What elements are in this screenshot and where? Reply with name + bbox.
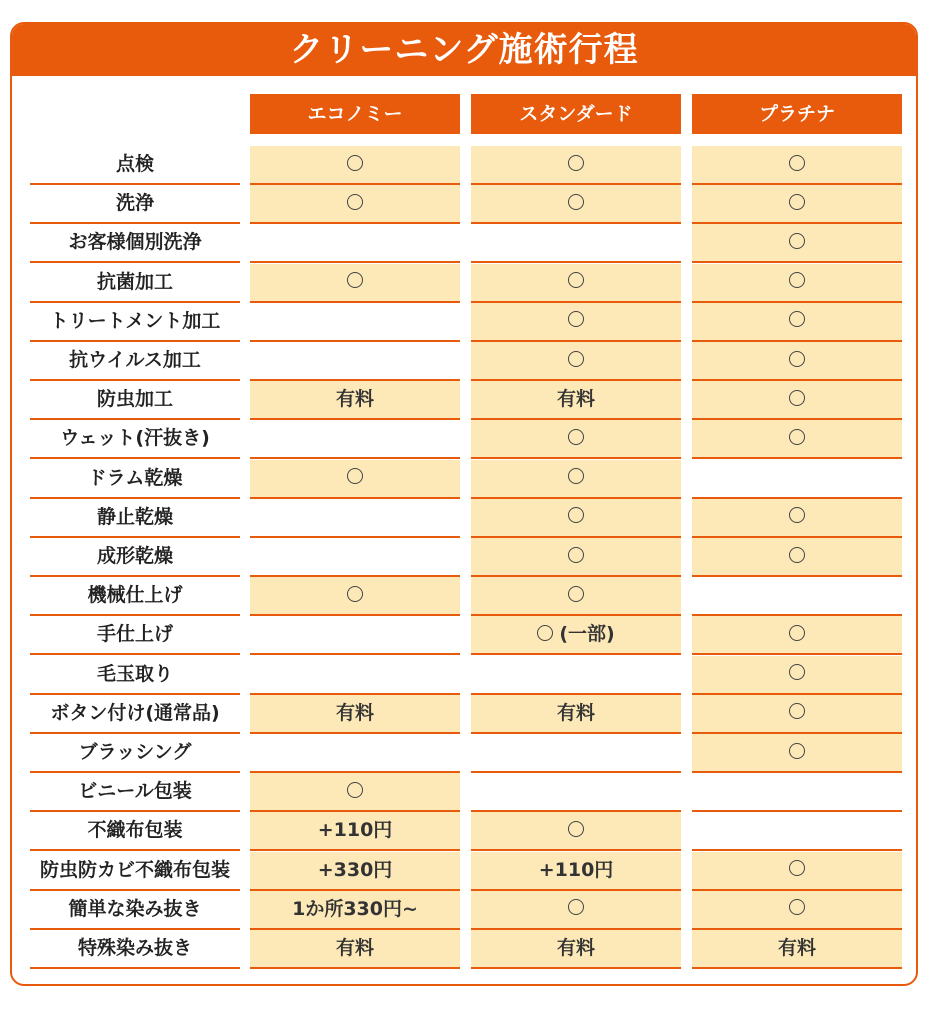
cell-standard — [471, 264, 681, 303]
table-row — [12, 656, 916, 695]
circle-mark-icon — [347, 586, 363, 602]
circle-mark-icon — [568, 586, 584, 602]
cell-economy — [250, 695, 460, 734]
cell-platinum — [692, 342, 902, 381]
row-label: 不織布包装 — [30, 812, 240, 851]
cell-platinum — [692, 460, 902, 499]
page-title: クリーニング施術行程 — [12, 24, 916, 76]
cell-platinum — [692, 264, 902, 303]
cell-platinum — [692, 185, 902, 224]
circle-mark-icon — [568, 155, 584, 171]
circle-mark-icon — [789, 233, 805, 249]
table-row — [12, 616, 916, 655]
cell-standard — [471, 812, 681, 851]
cell-text: 有料 — [777, 937, 816, 959]
cell-platinum — [692, 499, 902, 538]
table-row — [12, 342, 916, 381]
row-label: 機械仕上げ — [30, 577, 240, 616]
cell-standard — [471, 616, 681, 655]
cell-standard — [471, 930, 681, 969]
table-row — [12, 303, 916, 342]
row-label: 点検 — [30, 146, 240, 185]
cell-economy — [250, 538, 460, 577]
cell-economy — [250, 146, 460, 185]
circle-mark-icon — [789, 899, 805, 915]
cell-platinum — [692, 852, 902, 891]
cell-standard — [471, 538, 681, 577]
table-row — [12, 146, 916, 185]
row-label: 防虫防カビ不織布包装 — [30, 852, 240, 891]
circle-mark-icon — [568, 468, 584, 484]
circle-mark-icon — [568, 821, 584, 837]
table-row — [12, 499, 916, 538]
cell-economy — [250, 185, 460, 224]
cell-standard — [471, 146, 681, 185]
circle-mark-icon — [568, 351, 584, 367]
cell-platinum — [692, 577, 902, 616]
cell-economy — [250, 224, 460, 263]
cell-text: (一部) — [559, 623, 615, 646]
cell-economy — [250, 577, 460, 616]
cell-economy — [250, 812, 460, 851]
table-row — [12, 930, 916, 969]
circle-mark-icon — [789, 860, 805, 876]
circle-mark-icon — [789, 351, 805, 367]
plan-header-economy: エコノミー — [250, 94, 460, 134]
table-row — [12, 420, 916, 459]
cell-text: +330円 — [317, 858, 393, 881]
cell-text: 1か所330円~ — [292, 897, 418, 920]
row-label: ブラッシング — [30, 734, 240, 773]
row-label: 特殊染み抜き — [30, 930, 240, 969]
row-label: お客様個別洗浄 — [30, 224, 240, 263]
cell-platinum — [692, 656, 902, 695]
table-row — [12, 185, 916, 224]
cell-standard — [471, 303, 681, 342]
row-label: ウェット(汗抜き) — [30, 420, 240, 459]
cell-standard — [471, 381, 681, 420]
circle-mark-icon — [568, 272, 584, 288]
circle-mark-icon — [347, 782, 363, 798]
row-label: ボタン付け(通常品) — [30, 695, 240, 734]
row-label: 抗菌加工 — [30, 264, 240, 303]
cell-standard — [471, 695, 681, 734]
cell-economy — [250, 499, 460, 538]
row-label: トリートメント加工 — [30, 303, 240, 342]
cell-economy — [250, 930, 460, 969]
cell-economy — [250, 891, 460, 930]
row-label: 静止乾燥 — [30, 499, 240, 538]
cell-platinum — [692, 734, 902, 773]
circle-mark-icon — [789, 155, 805, 171]
cell-standard — [471, 773, 681, 812]
cell-standard — [471, 342, 681, 381]
cell-platinum — [692, 538, 902, 577]
cell-economy — [250, 264, 460, 303]
cell-standard — [471, 852, 681, 891]
cell-platinum — [692, 303, 902, 342]
cell-economy — [250, 460, 460, 499]
circle-mark-icon — [568, 311, 584, 327]
cell-platinum — [692, 891, 902, 930]
row-label: 毛玉取り — [30, 656, 240, 695]
cell-platinum — [692, 930, 902, 969]
cell-standard — [471, 420, 681, 459]
cell-standard — [471, 224, 681, 263]
cell-text: 有料 — [556, 388, 595, 411]
circle-mark-icon — [347, 272, 363, 288]
cell-platinum — [692, 381, 902, 420]
circle-mark-icon — [537, 625, 553, 641]
circle-mark-icon — [568, 194, 584, 210]
cell-standard — [471, 734, 681, 773]
cell-text: +110円 — [538, 858, 614, 881]
row-label: 成形乾燥 — [30, 538, 240, 577]
cell-platinum — [692, 146, 902, 185]
cell-economy — [250, 852, 460, 891]
table-row — [12, 852, 916, 891]
table-row — [12, 695, 916, 734]
row-label: 簡単な染み抜き — [30, 891, 240, 930]
cell-text: +110円 — [317, 819, 393, 842]
circle-mark-icon — [568, 899, 584, 915]
cell-platinum — [692, 420, 902, 459]
cell-text: 有料 — [556, 701, 595, 724]
circle-mark-icon — [568, 429, 584, 445]
plan-header-platinum: プラチナ — [692, 94, 902, 134]
row-label: ビニール包装 — [30, 773, 240, 812]
circle-mark-icon — [789, 703, 805, 719]
cell-platinum — [692, 773, 902, 812]
row-label: 防虫加工 — [30, 381, 240, 420]
cell-economy — [250, 656, 460, 695]
cell-economy — [250, 342, 460, 381]
circle-mark-icon — [347, 468, 363, 484]
cell-text: 有料 — [335, 388, 374, 411]
circle-mark-icon — [789, 547, 805, 563]
circle-mark-icon — [789, 743, 805, 759]
row-label: 手仕上げ — [30, 616, 240, 655]
row-label: 抗ウイルス加工 — [30, 342, 240, 381]
circle-mark-icon — [789, 311, 805, 327]
cell-standard — [471, 891, 681, 930]
cell-platinum — [692, 616, 902, 655]
cell-economy — [250, 381, 460, 420]
circle-mark-icon — [568, 507, 584, 523]
table-row — [12, 577, 916, 616]
circle-mark-icon — [789, 507, 805, 523]
circle-mark-icon — [789, 664, 805, 680]
cell-economy — [250, 773, 460, 812]
cell-economy — [250, 420, 460, 459]
row-label: 洗浄 — [30, 185, 240, 224]
cell-standard — [471, 656, 681, 695]
circle-mark-icon — [789, 390, 805, 406]
cell-platinum — [692, 812, 902, 851]
cell-text: 有料 — [335, 701, 374, 724]
cell-standard — [471, 499, 681, 538]
table-row — [12, 773, 916, 812]
cleaning-process-card — [10, 22, 918, 986]
circle-mark-icon — [568, 547, 584, 563]
cell-standard — [471, 577, 681, 616]
table-row — [12, 224, 916, 263]
circle-mark-icon — [347, 155, 363, 171]
circle-mark-icon — [347, 194, 363, 210]
circle-mark-icon — [789, 194, 805, 210]
row-label: ドラム乾燥 — [30, 460, 240, 499]
table-row — [12, 538, 916, 577]
cell-economy — [250, 616, 460, 655]
table-row — [12, 734, 916, 773]
circle-mark-icon — [789, 625, 805, 641]
cell-standard — [471, 185, 681, 224]
cell-text: 有料 — [335, 937, 374, 959]
cell-platinum — [692, 224, 902, 263]
table-row — [12, 891, 916, 930]
table-row — [12, 381, 916, 420]
cell-standard — [471, 460, 681, 499]
table-row — [12, 812, 916, 851]
plan-header-standard: スタンダード — [471, 94, 681, 134]
cell-economy — [250, 303, 460, 342]
table-row — [12, 264, 916, 303]
cell-economy — [250, 734, 460, 773]
circle-mark-icon — [789, 429, 805, 445]
cell-platinum — [692, 695, 902, 734]
circle-mark-icon — [789, 272, 805, 288]
table-row — [12, 460, 916, 499]
cell-text: 有料 — [556, 937, 595, 959]
